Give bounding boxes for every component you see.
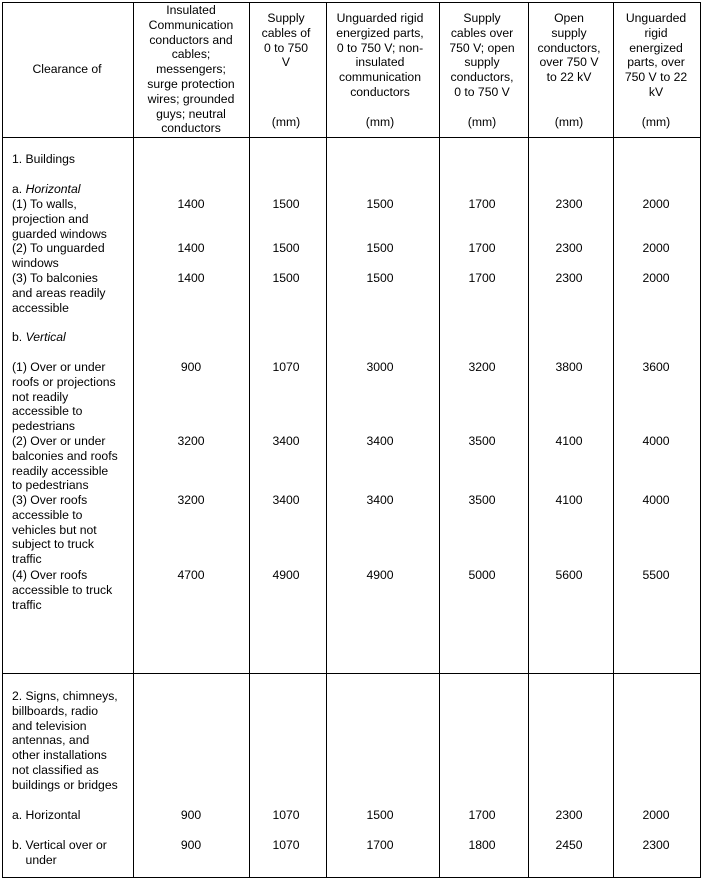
header-cell: 0 to 750 V [454,85,510,99]
header-unit: (mm) [467,115,497,129]
row-label: balconies and roofs [12,448,118,463]
header-unit: (mm) [271,115,301,129]
header-cell: over 750 V [539,55,599,70]
clearance-value: 1070 [272,808,300,822]
header-cell: guys; neutral [156,106,226,121]
header-clearance-of: Clearance of [32,62,102,76]
header-cell: Supply [267,11,305,25]
header-cell: 0 to 750 [263,40,309,55]
clearance-value: 4000 [642,434,670,448]
row-label: traffic [12,597,42,612]
subsection-prefix: b. [12,330,26,344]
clearance-value: 1070 [272,360,300,374]
clearance-value: 1500 [366,271,394,285]
clearance-value: 1700 [468,271,496,285]
clearance-value: 900 [180,838,202,852]
header-cell: conductors, [450,70,514,85]
header-unit: (mm) [365,115,395,129]
header-cell: 0 to 750 V; non- [336,40,424,55]
header-cell: Communication [148,17,234,32]
clearance-value: 3400 [272,434,300,448]
header-cell: communication [339,70,421,85]
section-title: 2. Signs, chimneys, [12,689,118,703]
clearance-value: 3800 [555,360,583,374]
section-title: billboards, radio [12,703,99,718]
row-label: (3) Over roofs [12,493,88,507]
header-cell: energized parts, [336,25,424,40]
clearance-value: 2000 [642,808,670,822]
clearance-value: 4000 [642,493,670,507]
row-label: (3) To balconies [12,271,98,285]
clearance-value: 2000 [642,271,670,285]
section-title: antennas, and [12,733,90,748]
row-label: under [12,852,57,867]
clearance-value: 2300 [555,271,583,285]
header-cell: energized [629,40,683,55]
clearance-value: 1700 [468,808,496,822]
clearance-value: 1500 [366,197,394,211]
row-label: subject to truck [12,537,94,552]
row-label: accessible to [12,404,83,419]
section-title: other installations [12,748,107,763]
header-cell: cables of [261,25,311,40]
clearance-value: 2000 [642,197,670,211]
clearance-value: 3200 [177,493,205,507]
clearance-value: 900 [180,808,202,822]
header-cell: Supply [463,11,501,25]
subsection-heading [12,182,80,197]
row-label: accessible to [12,507,83,522]
clearance-value: 3000 [366,360,394,374]
clearance-value: 5600 [555,568,583,582]
clearance-value: 4100 [555,493,583,507]
row-label: (4) Over roofs [12,568,88,582]
subsection-prefix: a. [12,182,26,196]
subsection-label: Horizontal [25,182,81,196]
header-cell: messengers; [156,62,226,77]
header-cell: to 22 kV [546,70,592,85]
header-cell: insulated [355,55,405,70]
header-cell: surge protection [147,77,235,91]
clearance-value: 3600 [642,360,670,374]
row-label: a. Horizontal [12,808,81,822]
header-cell: cables; [171,47,211,62]
clearance-value: 2450 [555,838,583,852]
clearance-value: 2300 [555,808,583,822]
header-cell: conductors, [537,40,601,55]
clearance-value: 3400 [272,493,300,507]
row-label: accessible [12,300,69,315]
clearance-value: 3400 [366,493,394,507]
header-cell: cables over [450,25,514,40]
header-cell: rigid [644,25,668,40]
header-cell: wires; grounded [147,91,235,106]
row-divider [3,137,700,138]
clearance-value: 4900 [366,568,394,582]
clearance-value: 2300 [642,838,670,852]
row-label: roofs or projections [12,374,116,389]
header-cell: conductors and [149,32,233,47]
clearance-value: 1400 [177,197,205,211]
clearance-value: 1500 [366,808,394,822]
row-label: not readily [12,389,69,404]
header-cell: supply [464,55,500,70]
clearance-value: 2300 [555,241,583,255]
row-label: vehicles but not [12,522,97,537]
section-title: 1. Buildings [12,152,76,166]
clearance-value: 3500 [468,493,496,507]
header-cell: kV [648,85,664,99]
row-label: b. Vertical over or [12,838,107,852]
header-cell: Open [554,11,584,25]
clearance-value: 1700 [366,838,394,852]
clearance-value: 3200 [468,360,496,374]
clearance-value: 4100 [555,434,583,448]
clearance-value: 2000 [642,241,670,255]
section-title: not classified as [12,763,99,777]
clearance-value: 900 [180,360,202,374]
subsection-label: Vertical [25,330,66,344]
header-cell: V [281,55,291,70]
row-label: (2) To unguarded [12,241,105,255]
row-label: traffic [12,552,42,567]
header-cell: 750 V; open [449,40,515,55]
header-cell: Insulated [166,3,216,17]
row-divider [3,673,700,674]
header-cell: supply [551,25,587,40]
header-cell: Unguarded [625,11,687,25]
clearance-value: 1700 [468,241,496,255]
row-label: to pedestrians [12,478,89,493]
row-label: guarded windows [12,226,107,241]
clearance-value: 1500 [272,197,300,211]
clearance-value: 3400 [366,434,394,448]
row-label: pedestrians [12,419,76,434]
row-label: (1) To walls, [12,197,77,211]
clearance-value: 4700 [177,568,205,582]
clearance-value: 5500 [642,568,670,582]
header-cell: conductors [161,121,221,136]
clearance-value: 1500 [366,241,394,255]
row-label: accessible to truck [12,582,113,597]
row-label: readily accessible [12,463,109,478]
clearance-value: 3200 [177,434,205,448]
clearance-value: 5000 [468,568,496,582]
header-cell: Unguarded rigid [336,11,424,25]
row-label: windows [12,255,59,270]
subsection-heading [12,330,66,345]
row-label: and areas readily [12,285,106,300]
row-label: projection and [12,211,89,226]
row-label: (2) Over or under [12,434,106,448]
clearance-value: 2300 [555,197,583,211]
clearance-value: 4900 [272,568,300,582]
clearance-value: 3500 [468,434,496,448]
clearance-value: 1400 [177,271,205,285]
clearance-value: 1500 [272,271,300,285]
row-label: (1) Over or under [12,360,106,374]
header-unit: (mm) [641,115,671,129]
section-title: buildings or bridges [12,777,118,792]
clearance-value: 1070 [272,838,300,852]
header-cell: parts, over [627,55,685,70]
clearance-value: 1800 [468,838,496,852]
header-cell: conductors [350,85,410,99]
header-cell: 750 V to 22 [624,70,688,85]
clearance-value: 1700 [468,197,496,211]
header-unit: (mm) [554,115,584,129]
clearance-value: 1500 [272,241,300,255]
clearance-value: 1400 [177,241,205,255]
section-title: and television [12,718,87,733]
